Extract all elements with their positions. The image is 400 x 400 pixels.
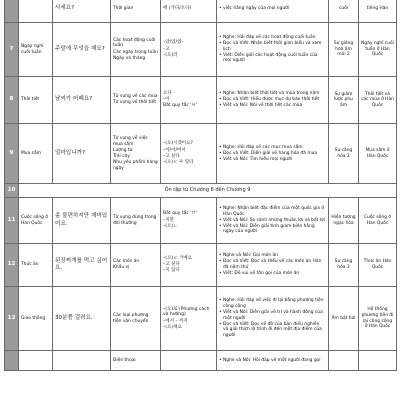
unit-grammar xyxy=(161,198,217,244)
skills-list xyxy=(219,358,326,364)
unit-vocabulary xyxy=(111,0,161,23)
table-row xyxy=(5,77,397,124)
unit-number: 11 xyxy=(5,198,19,244)
skill-item: • Viết và Nói: Tìm hiểu mọi người xyxy=(219,157,326,163)
skills-list xyxy=(219,6,326,12)
unit-grammar xyxy=(161,23,217,77)
unit-number: 13 xyxy=(5,287,19,351)
skill-item: • Nghe và Nói: Gọi món ăn xyxy=(219,253,326,259)
grammar-item: –(으)시겠어요? xyxy=(163,141,193,147)
unit-vocabulary xyxy=(111,351,161,371)
vocabulary-item: Trái cây xyxy=(113,153,130,159)
unit-number: 12 xyxy=(5,244,19,287)
skill-item: • Đọc và Viết: Nhận biết thời gian biểu và xem lịch xyxy=(219,41,326,52)
skills-list xyxy=(219,91,326,109)
unit-skills xyxy=(217,287,329,351)
vocabulary-item: Ngày và tháng xyxy=(113,55,146,61)
skill-item: • Viết: Đề vui về tôn gọi của món ăn xyxy=(219,271,326,277)
unit-grammar xyxy=(161,0,217,23)
unit-theme xyxy=(19,0,53,23)
skill-item: • Nghe: Hỏi đáp về việc đi lại bằng phương tiện công cộng xyxy=(219,298,326,309)
review-title: Ôn tập từ Chương 6 đến Chương 9 xyxy=(19,184,397,198)
skill-item: • Viết: Diễn giải các hoạt động cuối tuần của mọi người xyxy=(219,53,326,64)
unit-number: 9 xyxy=(5,124,19,184)
unit-pronunciation: cuối xyxy=(329,0,359,23)
vocabulary-item: Từ vựng về các mùa xyxy=(113,94,158,100)
unit-skills xyxy=(217,198,329,244)
unit-culture: Hệ thống phương tiện đi lại công cộng ở Hàn Quốc xyxy=(359,287,397,351)
vocabulary-item: Từ vựng dùng trong đời thường xyxy=(113,214,157,226)
unit-pronunciation: Sự giảm lược phụ âm xyxy=(329,77,359,124)
grammar-item: Bất quy tắc 'ㅂ' xyxy=(163,103,198,109)
vocabulary-item: Các món ăn xyxy=(113,259,140,265)
vocabulary-item: Nhu yếu phẩm hàng ngày xyxy=(113,159,158,171)
unit-grammar xyxy=(161,77,217,124)
unit-vocabulary xyxy=(111,23,161,77)
unit-culture: tiếng Hàn xyxy=(359,0,397,23)
unit-culture xyxy=(359,351,397,371)
unit-theme: Giao thông xyxy=(19,287,53,351)
unit-theme: Cuộc sống ở Hàn Quốc xyxy=(19,198,53,244)
grammar-item: –(으)러 xyxy=(163,52,178,58)
unit-number xyxy=(5,0,19,23)
unit-pronunciation: Sự giống hoà âm mũi 2 xyxy=(329,23,359,77)
grammar-item: 으다 xyxy=(163,90,172,96)
grammar-item: –(으)ㄴ xyxy=(163,223,178,229)
skill-item: • Nghe: Hỏi đáp về các hoạt động cuối tuần xyxy=(219,35,326,41)
grammar-item: Bất quy tắc 'ㅁ' xyxy=(163,211,198,217)
grammar-item: –고 xyxy=(163,46,170,52)
grammar-item: –(으)로 (Phương cách và hướng) xyxy=(163,306,210,318)
grammar-item: –았/었/였– xyxy=(163,40,184,46)
grammar-item: –아/어/여서 xyxy=(163,147,186,153)
vocabulary-item: Thời gian xyxy=(113,5,134,11)
unit-vocabulary xyxy=(111,77,161,124)
table-row xyxy=(5,0,397,23)
skills-list xyxy=(219,145,326,163)
unit-pronunciation: Âm bật hơi xyxy=(329,287,359,351)
unit-vocabulary xyxy=(111,124,161,184)
unit-sentence: 30분쯤 걸려요. xyxy=(53,287,111,351)
grammar-item: –고 싶다 xyxy=(163,262,180,268)
skill-item: • Nghe: Nhận biết thời tiết và mùa trong năm xyxy=(219,91,326,97)
unit-theme xyxy=(19,351,53,371)
grammar-item: –에서 – 까지 xyxy=(163,318,188,324)
grammar-item: –아 xyxy=(163,97,170,103)
vocabulary-item: Các hoạt động cuối tuần xyxy=(113,37,156,49)
skill-item: • Viết và Nói: Nói về thời tiết các mùa xyxy=(219,103,326,109)
grammar-item: –(으)ㄹ 수 있다 xyxy=(163,160,194,165)
unit-skills xyxy=(217,23,329,77)
unit-grammar xyxy=(161,287,217,351)
vocabulary-item: Lượng từ xyxy=(113,147,133,153)
vocabulary-item: Khẩu vị xyxy=(113,265,130,271)
skill-item: • Nghe: Hỏi đáp về các mục mua sắm xyxy=(219,145,326,151)
grammar-item: –고 싶다 xyxy=(163,153,180,159)
unit-sentence: 주말에 무엇을 해요? xyxy=(53,23,111,77)
unit-theme: Ngày nghỉ cuối tuần xyxy=(19,23,53,77)
unit-grammar xyxy=(161,244,217,287)
table-row xyxy=(5,287,397,351)
unit-pronunciation: Hiện tượng ngạc hóa xyxy=(329,198,359,244)
unit-culture: Thức ăn Hàn Quốc xyxy=(359,244,397,287)
table-row xyxy=(5,184,397,198)
vocabulary-item: Các loại phương tiện vận chuyển xyxy=(113,312,149,324)
unit-culture: Thời tiết và các mùa ở Hàn Quốc xyxy=(359,77,397,124)
unit-vocabulary xyxy=(111,244,161,287)
vocabulary-item: Từ vựng về thời tiết xyxy=(113,100,157,106)
unit-number: 7 xyxy=(5,23,19,77)
vocabulary-item: Các ngày trong tuần xyxy=(113,49,158,55)
unit-culture: Cuộc sống ở Hàn Quốc xyxy=(359,198,397,244)
skills-list xyxy=(219,35,326,64)
unit-theme: Thức ăn xyxy=(19,244,53,287)
unit-grammar xyxy=(161,124,217,184)
unit-vocabulary xyxy=(111,198,161,244)
unit-sentence xyxy=(53,351,111,371)
unit-culture: Ngày nghỉ cuối tuần ở Hàn Quốc xyxy=(359,23,397,77)
skill-item: • việc hằng ngày của mọi người xyxy=(219,6,326,12)
unit-pronunciation: Sự căng hóa 3 xyxy=(329,244,359,287)
skill-item: • Nghe và Nói: Hỏi đáp về một người đang gọi xyxy=(219,358,326,364)
grammar-item: –지만 xyxy=(163,217,174,223)
unit-sentence: 된장찌개를 먹고 싶어요. xyxy=(53,244,111,287)
grammar-item: –(으)세요 xyxy=(163,324,182,330)
unit-number: 8 xyxy=(5,77,19,124)
unit-sentence: 얼마입니까? xyxy=(53,124,111,184)
unit-grammar xyxy=(161,351,217,371)
skills-list xyxy=(219,253,326,277)
unit-theme: Thời tiết xyxy=(19,77,53,124)
skill-item: • Đọc và Viết: Đọc và Hiểu về các món ăn Hàn đã nếm thử xyxy=(219,259,326,270)
skill-item: • Đọc và Viết: Đọc về đô của bản điều nghiên và giải thích lộ trình di đến một địa điểm của người xyxy=(219,322,326,339)
vocabulary-item: Từ vựng về việc mua sắm xyxy=(113,135,148,147)
unit-skills xyxy=(217,0,329,23)
unit-sentence: 사세요? xyxy=(53,0,111,23)
skill-item: • Nghe: Nhận biết đặc điểm của một quốc gia ở Hàn Quốc xyxy=(219,206,326,217)
unit-number: 10 xyxy=(5,184,19,198)
grammar-item: –지 않다 xyxy=(163,268,180,274)
unit-theme: Mua sắm xyxy=(19,124,53,184)
table-row xyxy=(5,23,397,77)
grammar-item: 에 (가다/오다) xyxy=(163,5,192,11)
skills-list xyxy=(219,298,326,338)
unit-sentence: 좀 불편하지만 재미있어요. xyxy=(53,198,111,244)
unit-skills xyxy=(217,244,329,287)
curriculum-table xyxy=(4,0,397,371)
unit-sentence: 날씨가 어때요? xyxy=(53,77,111,124)
unit-number xyxy=(5,351,19,371)
table-row xyxy=(5,124,397,184)
skills-list xyxy=(219,206,326,235)
grammar-item: –(으)ㄹ 거예요 xyxy=(163,255,192,261)
unit-vocabulary xyxy=(111,287,161,351)
skill-item: • Viết và Nói: Diễn giải về trí và hành động của một người xyxy=(219,310,326,321)
unit-pronunciation xyxy=(329,351,359,371)
unit-culture: Mua sắm ở Hàn Quốc xyxy=(359,124,397,184)
unit-skills xyxy=(217,351,329,371)
skill-item: • Đọc và Viết: Diễn giải về hàng hóa đã mua xyxy=(219,151,326,157)
skill-item: • Đọc và Viết: Hiểu được mục dự báo thời tiết xyxy=(219,97,326,103)
vocabulary-item: Điện thoại xyxy=(113,357,136,363)
unit-pronunciation: Sự căng hóa 2 xyxy=(329,124,359,184)
table-row xyxy=(5,351,397,371)
unit-skills xyxy=(217,124,329,184)
table-row xyxy=(5,244,397,287)
unit-skills xyxy=(217,77,329,124)
skill-item: • Viết và Nói: So sánh những thuận lợi và bất lợi xyxy=(219,218,326,224)
skill-item: • Viết và Nói: Diễn giải tình giam biến hằng ngày của người xyxy=(219,224,326,235)
table-row xyxy=(5,198,397,244)
